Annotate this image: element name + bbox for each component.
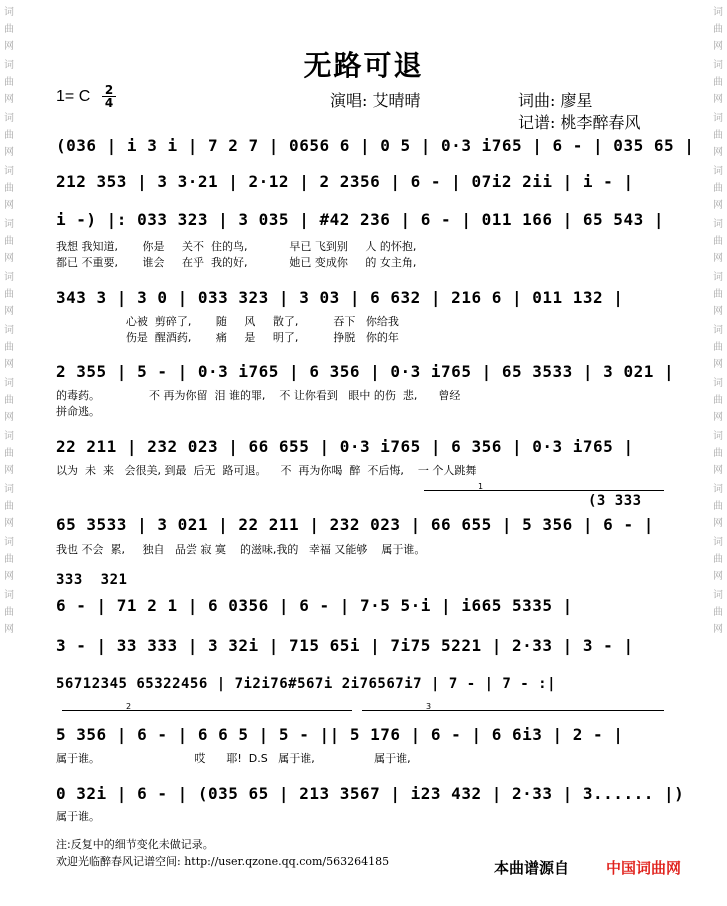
watermark-char: 网 bbox=[713, 518, 723, 529]
alt-line-notes: 333 321 bbox=[56, 572, 128, 588]
watermark-char: 曲 bbox=[4, 448, 14, 459]
watermark-char: 曲 bbox=[4, 342, 14, 353]
watermark-char: 网 bbox=[713, 306, 723, 317]
watermark-char: 网 bbox=[713, 624, 723, 635]
watermark-char: 网 bbox=[713, 412, 723, 423]
watermark-char: 网 bbox=[4, 465, 14, 476]
watermark-char: 词 bbox=[4, 219, 14, 230]
score-line: 56712345 65322456 | 7i2i76#567i 2i76567i7 | 7 - | 7 - :| bbox=[56, 676, 557, 692]
watermark-char: 网 bbox=[4, 624, 14, 635]
watermark-char: 曲 bbox=[713, 501, 723, 512]
score-line: 212 353 | 3 3·21 | 2·12 | 2 2356 | 6 - | 07i2 2ii | i - | bbox=[56, 172, 634, 191]
watermark-char: 网 bbox=[713, 359, 723, 370]
score-line: 65 3533 | 3 021 | 22 211 | 232 023 | 66 655 | 5 356 | 6 - | bbox=[56, 515, 654, 534]
source-label: 本曲谱源自 bbox=[494, 859, 570, 877]
lyric-line: 拼命逃。 bbox=[56, 405, 100, 418]
singer-credit: 演唱: 艾晴晴 bbox=[330, 91, 421, 110]
watermark-char: 词 bbox=[713, 60, 723, 71]
watermark-char: 曲 bbox=[713, 24, 723, 35]
composer-credit: 词曲: 廖星 bbox=[518, 91, 593, 110]
watermark-char: 词 bbox=[4, 431, 14, 442]
watermark-char: 曲 bbox=[713, 342, 723, 353]
watermark-char: 词 bbox=[4, 378, 14, 389]
watermark-char: 词 bbox=[713, 272, 723, 283]
watermark-char: 网 bbox=[713, 253, 723, 264]
watermark-char: 网 bbox=[713, 465, 723, 476]
watermark-left bbox=[2, 0, 16, 906]
lyric-line: 的毒药。 不 再为你留 泪 谁的罪, 不 让你看到 眼中 的伤 悲, 曾经 bbox=[56, 389, 461, 402]
watermark-right bbox=[711, 0, 725, 906]
alt-ending-notes: (3 333 bbox=[588, 493, 642, 509]
watermark-char: 网 bbox=[4, 518, 14, 529]
watermark-char: 词 bbox=[713, 113, 723, 124]
watermark-char: 曲 bbox=[4, 395, 14, 406]
watermark-char: 词 bbox=[713, 7, 723, 18]
watermark-char: 网 bbox=[4, 253, 14, 264]
watermark-char: 曲 bbox=[713, 395, 723, 406]
watermark-char: 曲 bbox=[713, 554, 723, 565]
watermark-char: 词 bbox=[4, 590, 14, 601]
watermark-char: 曲 bbox=[713, 130, 723, 141]
watermark-char: 网 bbox=[4, 412, 14, 423]
watermark-char: 词 bbox=[4, 60, 14, 71]
site-name[interactable]: 中国词曲网 bbox=[606, 859, 682, 877]
watermark-char: 网 bbox=[713, 147, 723, 158]
score-line: i -) |: 033 323 | 3 035 | #42 236 | 6 - | 011 166 | 65 543 | bbox=[56, 210, 664, 229]
score-line: 22 211 | 232 023 | 66 655 | 0·3 i765 | 6 356 | 0·3 i765 | bbox=[56, 437, 634, 456]
watermark-char: 词 bbox=[713, 219, 723, 230]
time-numerator: 2 bbox=[104, 83, 114, 97]
watermark-char: 词 bbox=[4, 537, 14, 548]
watermark-char: 曲 bbox=[713, 236, 723, 247]
watermark-char: 曲 bbox=[4, 554, 14, 565]
volta-bracket: 3 bbox=[362, 710, 664, 711]
watermark-char: 词 bbox=[4, 7, 14, 18]
watermark-char: 曲 bbox=[713, 289, 723, 300]
watermark-char: 网 bbox=[713, 94, 723, 105]
watermark-char: 词 bbox=[4, 113, 14, 124]
watermark-char: 曲 bbox=[713, 77, 723, 88]
song-title: 无路可退 bbox=[303, 49, 424, 82]
watermark-char: 词 bbox=[713, 431, 723, 442]
watermark-char: 网 bbox=[4, 94, 14, 105]
watermark-char: 曲 bbox=[4, 183, 14, 194]
score-line: 2 355 | 5 - | 0·3 i765 | 6 356 | 0·3 i765 | 65 3533 | 3 021 | bbox=[56, 362, 675, 381]
lyric-line: 我想 我知道, 你是 关不 住的鸟, 早已 飞到别 人 的怀抱, bbox=[56, 240, 417, 253]
volta-bracket: 1 bbox=[424, 490, 664, 491]
lyric-line: 都已 不重要, 谁会 在乎 我的好, 她已 变成你 的 女主角, bbox=[56, 256, 417, 269]
watermark-char: 词 bbox=[713, 378, 723, 389]
watermark-char: 曲 bbox=[713, 183, 723, 194]
watermark-char: 网 bbox=[713, 41, 723, 52]
watermark-char: 曲 bbox=[4, 607, 14, 618]
lyric-line: 我也 不会 累, 独自 品尝 寂 寞 的滋味,我的 幸福 又能够 属于谁。 bbox=[56, 543, 426, 556]
lyric-line: 心被 剪碎了, 随 风 散了, 吞下 你给我 bbox=[56, 315, 399, 328]
lyric-line: 以为 未 来 会很美, 到最 后无 路可退。 不 再为你喝 醉 不后悔, 一 个人跳舞 bbox=[56, 464, 477, 477]
watermark-char: 网 bbox=[4, 306, 14, 317]
score-line: (036 | i 3 i | 7 2 7 | 0656 6 | 0 5 | 0·3 i765 | 6 - | 035 65 | bbox=[56, 136, 695, 155]
time-denominator: 4 bbox=[102, 96, 116, 109]
watermark-char: 网 bbox=[713, 571, 723, 582]
score-line: 6 - | 71 2 1 | 6 0356 | 6 - | 7·5 5·i | i665 5335 | bbox=[56, 596, 573, 615]
watermark-char: 曲 bbox=[4, 77, 14, 88]
score-line: 3 - | 33 333 | 3 32i | 715 65i | 7i75 5221 | 2·33 | 3 - | bbox=[56, 636, 634, 655]
welcome-link[interactable]: 欢迎光临醉春风记谱空间: http://user.qzone.qq.com/563264185 bbox=[56, 855, 390, 868]
watermark-char: 曲 bbox=[4, 130, 14, 141]
watermark-char: 曲 bbox=[4, 289, 14, 300]
watermark-char: 词 bbox=[713, 484, 723, 495]
lyric-line: 属于谁。 bbox=[56, 810, 100, 823]
watermark-char: 词 bbox=[713, 325, 723, 336]
watermark-char: 曲 bbox=[4, 236, 14, 247]
watermark-char: 词 bbox=[4, 272, 14, 283]
volta-bracket: 2 bbox=[62, 710, 352, 711]
watermark-char: 网 bbox=[4, 147, 14, 158]
watermark-char: 词 bbox=[4, 325, 14, 336]
score-line: 343 3 | 3 0 | 033 323 | 3 03 | 6 632 | 216 6 | 011 132 | bbox=[56, 288, 624, 307]
watermark-char: 曲 bbox=[713, 607, 723, 618]
watermark-char: 网 bbox=[713, 200, 723, 211]
lyric-line: 属于谁。 哎 耶! D.S 属于谁, 属于谁, bbox=[56, 752, 411, 765]
recorder-credit: 记谱: 桃李醉春风 bbox=[518, 113, 641, 132]
score-line: 5 356 | 6 - | 6 6 5 | 5 - || 5 176 | 6 - | 6 6i3 | 2 - | bbox=[56, 725, 624, 744]
watermark-char: 词 bbox=[4, 484, 14, 495]
watermark-char: 曲 bbox=[4, 501, 14, 512]
lyric-line: 伤是 醒酒药, 痛 是 明了, 挣脱 你的年 bbox=[56, 331, 399, 344]
score-line: 0 32i | 6 - | (035 65 | 213 3567 | i23 432 | 2·33 | 3...... |) bbox=[56, 784, 685, 803]
watermark-char: 词 bbox=[713, 166, 723, 177]
watermark-char: 曲 bbox=[713, 448, 723, 459]
watermark-char: 词 bbox=[713, 537, 723, 548]
watermark-char: 网 bbox=[4, 41, 14, 52]
watermark-char: 曲 bbox=[4, 24, 14, 35]
footnote: 注:反复中的细节变化未做记录。 bbox=[56, 838, 214, 851]
watermark-char: 网 bbox=[4, 200, 14, 211]
time-signature bbox=[102, 84, 116, 109]
watermark-char: 网 bbox=[4, 571, 14, 582]
key-signature: 1= C bbox=[56, 88, 91, 105]
watermark-char: 词 bbox=[4, 166, 14, 177]
watermark-char: 词 bbox=[713, 590, 723, 601]
watermark-char: 网 bbox=[4, 359, 14, 370]
